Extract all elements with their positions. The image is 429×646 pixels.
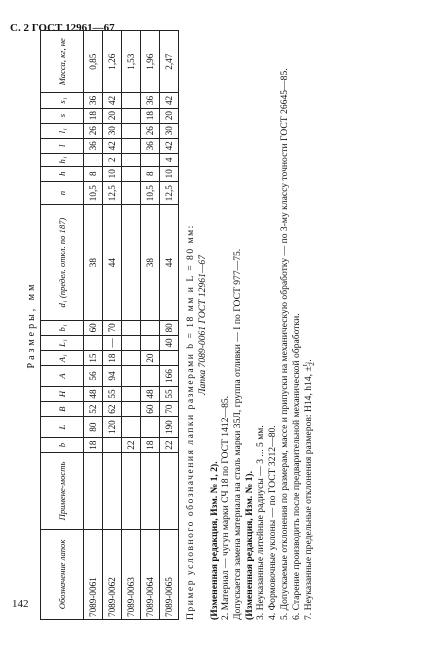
table-cell [141,366,160,387]
note-2b: Допускается замена материала на сталь марки 35Л, группа отливки — I по ГОСТ 977—75. [232,248,243,620]
table-cell [122,320,141,335]
table-cell [122,205,141,320]
table-cell: 20 [141,351,160,366]
note-6: 6. Старение производить после предварительной механической обработки. [290,313,302,620]
table-cell [103,453,122,530]
table-cell: 42 [103,93,122,108]
table-cell [122,351,141,366]
table-cell [122,366,141,387]
table-cell: 10 [103,166,122,181]
note-5: 5. Допускаемые отклонения по размерам, массе и припуски на механическую обработку — по 3-му классу точности ГОСТ 26645—85. [278,68,290,620]
fraction-denominator: 2 [306,362,316,366]
designation-cell: 7089-0063 [122,529,141,619]
table-cell: 26 [141,123,160,138]
table-cell: 30 [160,123,179,138]
column-header: n [41,181,84,205]
table-cell: 70 [160,402,179,417]
note-amend-2: (Измененная редакция, Изм. № 1). [243,470,255,620]
table-cell: 190 [160,417,179,438]
table-title: Размеры, мм [26,281,37,369]
table-cell: 60 [141,402,160,417]
table-cell: 56 [84,366,103,387]
table-cell [160,453,179,530]
note-7-text: 7. Неуказанные предельные отклонения размеров: H14, h14, ± [303,366,315,620]
table-cell [141,335,160,350]
table-cell: 1,53 [122,31,141,93]
table-cell: 10 [160,166,179,181]
column-header: s₁ [41,93,84,108]
table-cell [141,453,160,530]
table-cell: 36 [141,138,160,153]
column-header: h [41,166,84,181]
note-4: 4. Формовочные уклоны — по ГОСТ 3212—80. [267,425,279,620]
table-cell [122,153,141,166]
table-cell [122,181,141,205]
table-cell: 8 [84,166,103,181]
table-cell: 44 [160,205,179,320]
column-header: B [41,402,84,417]
example-title: Пример условного обозначения лапки размерами b = 18 мм и L = 80 мм: [185,224,197,620]
table-cell: 20 [103,108,122,123]
table-cell [122,108,141,123]
table-row [141,31,160,620]
table-cell: 40 [160,335,179,350]
table-cell: 18 [141,108,160,123]
table-cell: 36 [84,93,103,108]
table-cell: 22 [160,438,179,453]
table-cell: 4 [160,153,179,166]
table-row [160,31,179,620]
table-cell: 10,5 [84,181,103,205]
table-cell: 166 [160,366,179,387]
note-7 [302,30,316,620]
table-header-row [41,31,84,620]
table-cell: 10,5 [141,181,160,205]
table-cell: 70 [103,320,122,335]
table-cell: 12,5 [103,181,122,205]
column-header: L [41,417,84,438]
table-cell: 2 [103,153,122,166]
table-cell: 42 [160,138,179,153]
designation-cell: 7089-0065 [160,529,179,619]
note-2: 2. Материал — чугун марки СЧ 18 по ГОСТ 1412—85. [220,395,232,620]
table-cell [122,402,141,417]
table-cell: 0,85 [84,31,103,93]
table-cell [122,335,141,350]
table-cell [122,453,141,530]
table-cell: 55 [160,386,179,401]
table-cell: 36 [141,93,160,108]
column-header: L₁ [41,335,84,350]
table-cell: 42 [160,93,179,108]
table-cell: 42 [103,138,122,153]
table-cell: 60 [84,320,103,335]
table-cell: 1,96 [141,31,160,93]
table-cell: 38 [84,205,103,320]
dimensions-table [40,30,179,620]
table-cell [122,166,141,181]
table-cell: 48 [141,386,160,401]
table-cell: 30 [103,123,122,138]
table-cell [122,417,141,438]
table-cell [122,138,141,153]
table-cell: 18 [84,438,103,453]
table-cell: — [103,335,122,350]
table-cell: 18 [84,108,103,123]
table-cell: 26 [84,123,103,138]
designation-cell: 7089-0064 [141,529,160,619]
table-cell: 12,5 [160,181,179,205]
table-cell [141,320,160,335]
column-header: b [41,438,84,453]
column-header: Масса, кг, не [41,31,84,93]
table-body [84,31,179,620]
table-cell: 52 [84,402,103,417]
table-cell: 18 [141,438,160,453]
note-7-period: . [303,359,315,362]
table-cell [122,386,141,401]
page-number: 142 [12,598,29,610]
fraction-numerator: t₂ [300,361,310,367]
table-cell [84,335,103,350]
page-header: С. 2 ГОСТ 12961—67 [10,22,115,34]
table-cell: 15 [84,351,103,366]
column-header: H [41,386,84,401]
table-cell: 80 [84,417,103,438]
designation-cell: 7089-0061 [84,529,103,619]
column-header: b₁ [41,320,84,335]
table-cell [160,351,179,366]
notes-block [185,30,316,620]
table-row [84,31,103,620]
table-cell: 94 [103,366,122,387]
column-header: Обозначение лапок [41,529,84,619]
table-row [122,31,141,620]
table-cell: 2,47 [160,31,179,93]
table-cell: 80 [160,320,179,335]
table-cell [84,153,103,166]
column-header: l₁ [41,123,84,138]
table-cell: 18 [103,351,122,366]
table-cell [122,93,141,108]
table-cell: 22 [122,438,141,453]
designation-cell: 7089-0062 [103,529,122,619]
table-cell [141,417,160,438]
table-cell: 48 [84,386,103,401]
table-cell: 20 [160,108,179,123]
table-cell [103,438,122,453]
tolerance-fraction [302,362,316,367]
table-cell [141,153,160,166]
table-cell: 120 [103,417,122,438]
table-cell: 8 [141,166,160,181]
column-header: A [41,366,84,387]
table-cell: 44 [103,205,122,320]
table-cell [122,123,141,138]
note-3: 3. Неуказанные литейные радиусы — 3 ... 5 мм. [255,425,267,620]
example-code: Лапка 7089-0061 ГОСТ 12961—67 [196,255,208,396]
table-row [103,31,122,620]
table-cell: 62 [103,402,122,417]
column-header: Примене-мость [41,453,84,530]
table-cell: 55 [103,386,122,401]
column-header: l [41,138,84,153]
column-header: A₁ [41,351,84,366]
table-cell: 1,26 [103,31,122,93]
column-header: s [41,108,84,123]
column-header: d₁ (предел. откл. по 187) [41,205,84,320]
table-cell: 36 [84,138,103,153]
table-cell: 38 [141,205,160,320]
column-header: h₁ [41,153,84,166]
table-cell [84,453,103,530]
note-amend-1: (Измененная редакция, Изм. № 1, 2). [208,461,220,620]
rotated-content [26,30,411,620]
